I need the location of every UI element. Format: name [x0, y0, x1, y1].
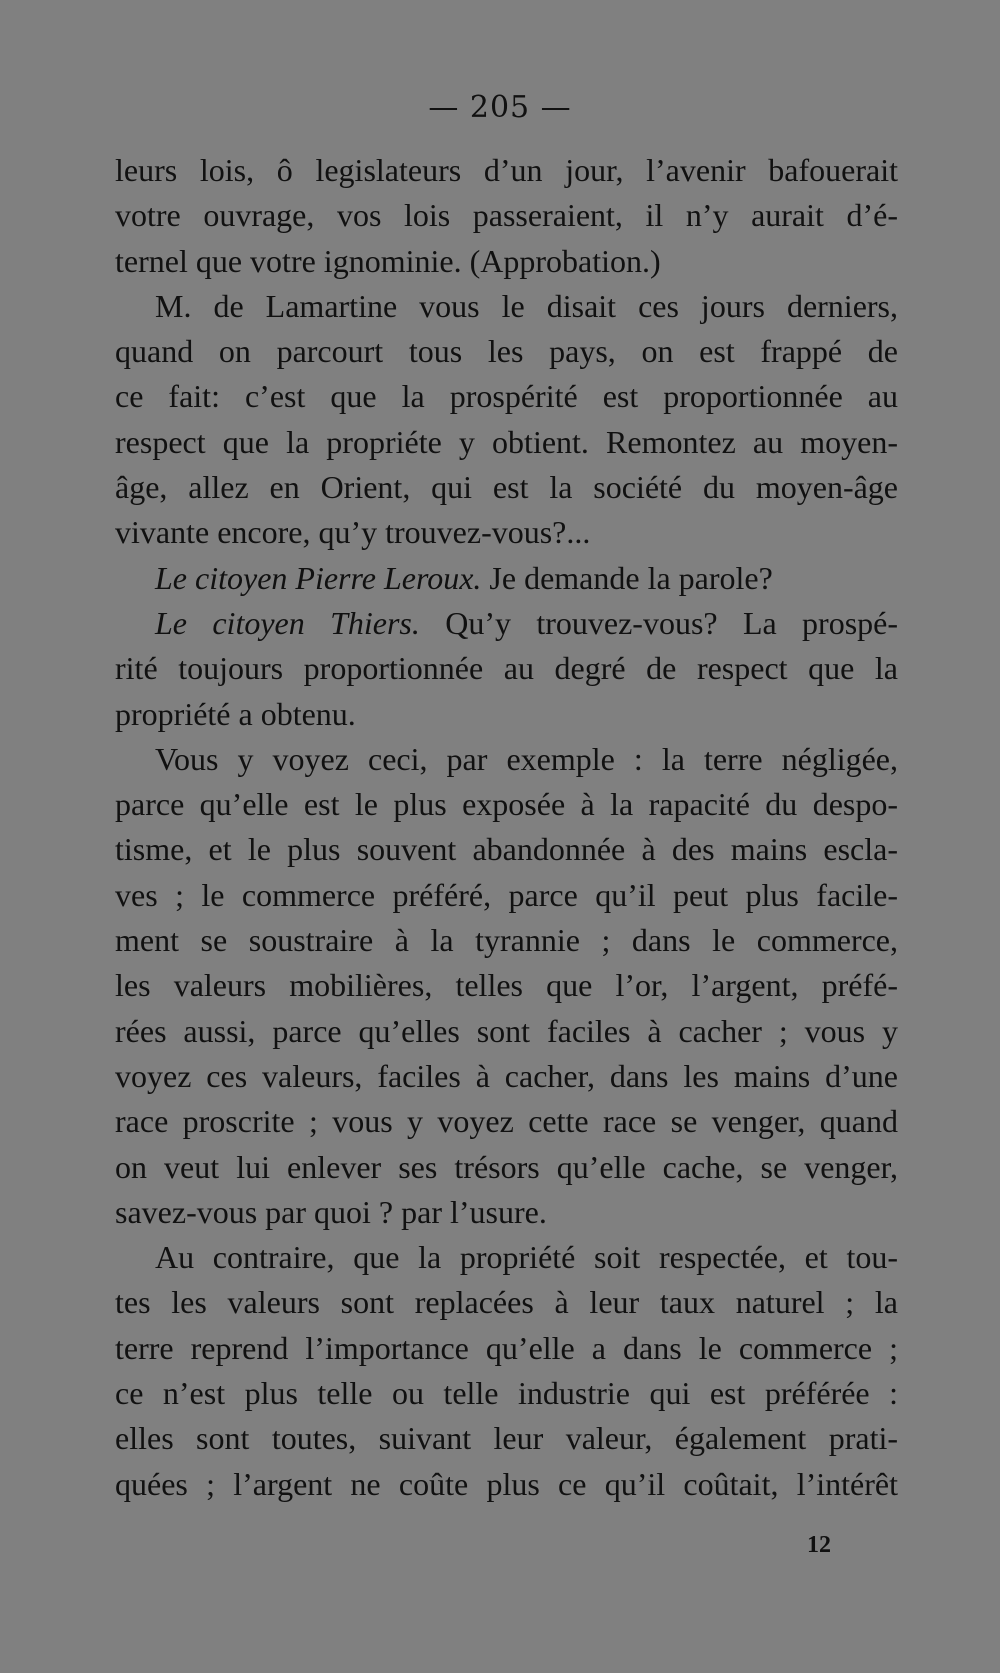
- speech-text: Qu’y trouvez-vous? La prospé-: [419, 604, 898, 641]
- text-line: Au contraire, que la propriété soit respectée, et tou-: [155, 1239, 898, 1276]
- text-line: savez-vous par quoi ? par l’usure.: [115, 1193, 547, 1230]
- speaker-name: Le citoyen Pierre Leroux.: [155, 559, 482, 596]
- text-line: ce n’est plus telle ou telle industrie qui est préférée :: [115, 1375, 898, 1412]
- text-line: parce qu’elle est le plus exposée à la rapacité du despo-: [115, 786, 898, 823]
- text-line: voyez ces valeurs, faciles à cacher, dans les mains d’une: [115, 1057, 898, 1094]
- text-line: on veut lui enlever ses trésors qu’elle cache, se venger,: [115, 1148, 898, 1185]
- text-line: propriété a obtenu.: [115, 695, 356, 732]
- text-line: ves ; le commerce préféré, parce qu’il peut plus facile-: [115, 876, 898, 913]
- text-block: [115, 148, 898, 1507]
- dialogue-line: [115, 601, 898, 646]
- page-number: — 205 —: [428, 90, 572, 125]
- signature-mark: 12: [807, 1532, 831, 1558]
- text-line: M. de Lamartine vous le disait ces jours derniers,: [155, 287, 898, 324]
- text-line: race proscrite ; vous y voyez cette race se venger, quand: [115, 1103, 898, 1140]
- text-line: tes les valeurs sont replacées à leur taux naturel ; la: [115, 1284, 898, 1321]
- text-line: elles sont toutes, suivant leur valeur, également prati-: [115, 1420, 898, 1457]
- text-line: ternel que votre ignominie. (Approbation.): [115, 242, 661, 279]
- dialogue-line: [115, 556, 898, 601]
- speech-text: Je demande la parole?: [481, 559, 773, 596]
- text-line: vivante encore, qu’y trouvez-vous?...: [115, 514, 591, 551]
- text-line: âge, allez en Orient, qui est la société du moyen-âge: [115, 469, 898, 506]
- text-line: Vous y voyez ceci, par exemple : la terre négligée,: [155, 740, 898, 777]
- text-line: votre ouvrage, vos lois passeraient, il n’y aurait d’é-: [115, 197, 898, 234]
- text-line: leurs lois, ô legislateurs d’un jour, l’avenir bafouerait: [115, 152, 898, 188]
- text-line: rité toujours proportionnée au degré de respect que la: [115, 650, 898, 687]
- text-line: terre reprend l’importance qu’elle a dans le commerce ;: [115, 1329, 898, 1366]
- speaker-name: Le citoyen Thiers.: [155, 604, 420, 641]
- text-line: ce fait: c’est que la prospérité est proportionnée au: [115, 378, 898, 415]
- text-line: les valeurs mobilières, telles que l’or, l’argent, préfé-: [115, 967, 898, 1004]
- text-line: quées ; l’argent ne coûte plus ce qu’il coûtait, l’intérêt: [115, 1465, 898, 1502]
- text-line: respect que la propriéte y obtient. Remontez au moyen-: [115, 423, 898, 460]
- text-line: rées aussi, parce qu’elles sont faciles à cacher ; vous y: [115, 1012, 898, 1049]
- text-line: quand on parcourt tous les pays, on est frappé de: [115, 333, 898, 370]
- text-line: ment se soustraire à la tyrannie ; dans le commerce,: [115, 922, 898, 959]
- text-line: tisme, et le plus souvent abandonnée à des mains escla-: [115, 831, 898, 868]
